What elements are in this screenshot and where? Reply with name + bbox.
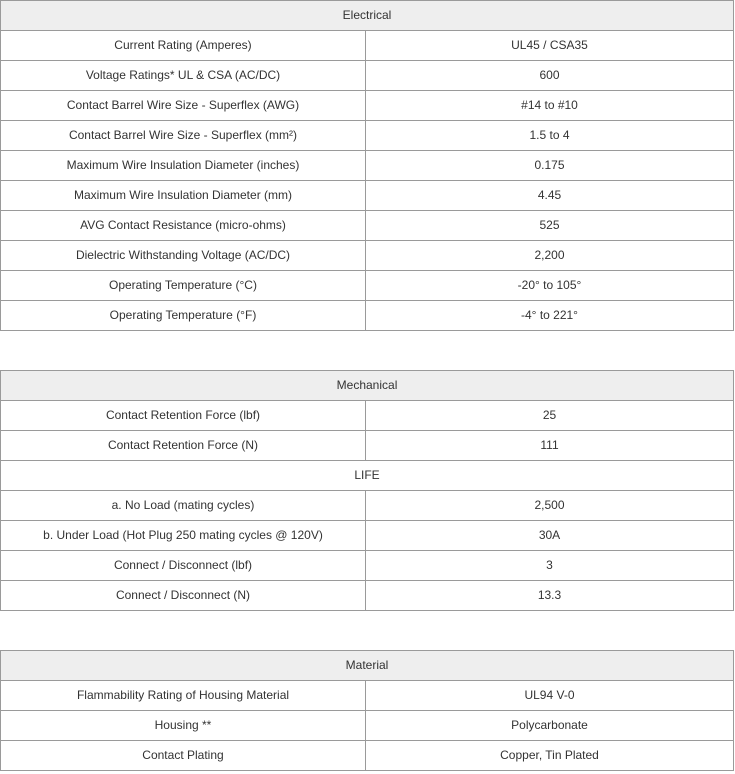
electrical-table — [0, 0, 734, 331]
table-row — [1, 401, 734, 431]
table-row — [1, 681, 734, 711]
spec-value: 525 — [366, 211, 734, 241]
spec-label: Flammability Rating of Housing Material — [1, 681, 366, 711]
spec-label: b. Under Load (Hot Plug 250 mating cycles @ 120V) — [1, 521, 366, 551]
spec-label: Housing ** — [1, 711, 366, 741]
spec-label: Contact Barrel Wire Size - Superflex (AWG) — [1, 91, 366, 121]
spec-label: Maximum Wire Insulation Diameter (mm) — [1, 181, 366, 211]
spec-value: -4° to 221° — [366, 301, 734, 331]
table-row — [1, 151, 734, 181]
table-row — [1, 521, 734, 551]
spec-label: a. No Load (mating cycles) — [1, 491, 366, 521]
spec-value: 600 — [366, 61, 734, 91]
spec-value: 4.45 — [366, 181, 734, 211]
section-header-mechanical: Mechanical — [1, 371, 734, 401]
spec-value: 1.5 to 4 — [366, 121, 734, 151]
spec-value: UL94 V-0 — [366, 681, 734, 711]
mechanical-table — [0, 370, 734, 611]
table-row — [1, 711, 734, 741]
spec-label: Contact Retention Force (lbf) — [1, 401, 366, 431]
table-row — [1, 31, 734, 61]
table-row — [1, 241, 734, 271]
spec-label: Dielectric Withstanding Voltage (AC/DC) — [1, 241, 366, 271]
table-row — [1, 551, 734, 581]
spec-label: Contact Barrel Wire Size - Superflex (mm²) — [1, 121, 366, 151]
spec-label: Current Rating (Amperes) — [1, 31, 366, 61]
spec-value: 0.175 — [366, 151, 734, 181]
section-header-material: Material — [1, 651, 734, 681]
spec-label: Contact Plating — [1, 741, 366, 771]
table-row — [1, 211, 734, 241]
table-row — [1, 581, 734, 611]
spec-label: Connect / Disconnect (N) — [1, 581, 366, 611]
spec-label: Maximum Wire Insulation Diameter (inches) — [1, 151, 366, 181]
table-row — [1, 491, 734, 521]
spec-label: Connect / Disconnect (lbf) — [1, 551, 366, 581]
section-header-electrical: Electrical — [1, 1, 734, 31]
section-spacer — [0, 331, 735, 370]
section-spacer — [0, 611, 735, 650]
spec-value: 2,500 — [366, 491, 734, 521]
spec-value: -20° to 105° — [366, 271, 734, 301]
spec-value: Polycarbonate — [366, 711, 734, 741]
spec-value: 13.3 — [366, 581, 734, 611]
life-subheading: LIFE — [1, 461, 734, 491]
spec-value: 30A — [366, 521, 734, 551]
table-row — [1, 61, 734, 91]
table-row — [1, 121, 734, 151]
table-row — [1, 91, 734, 121]
table-row — [1, 181, 734, 211]
spec-label: Operating Temperature (°F) — [1, 301, 366, 331]
spec-value: Copper, Tin Plated — [366, 741, 734, 771]
spec-value: 111 — [366, 431, 734, 461]
table-row — [1, 431, 734, 461]
spec-value: 25 — [366, 401, 734, 431]
table-row — [1, 741, 734, 771]
spec-value: 3 — [366, 551, 734, 581]
material-table — [0, 650, 734, 771]
spec-label: AVG Contact Resistance (micro-ohms) — [1, 211, 366, 241]
spec-value: #14 to #10 — [366, 91, 734, 121]
spec-label: Contact Retention Force (N) — [1, 431, 366, 461]
spec-value: 2,200 — [366, 241, 734, 271]
spec-value: UL45 / CSA35 — [366, 31, 734, 61]
spec-label: Voltage Ratings* UL & CSA (AC/DC) — [1, 61, 366, 91]
table-row — [1, 301, 734, 331]
table-row — [1, 271, 734, 301]
spec-label: Operating Temperature (°C) — [1, 271, 366, 301]
